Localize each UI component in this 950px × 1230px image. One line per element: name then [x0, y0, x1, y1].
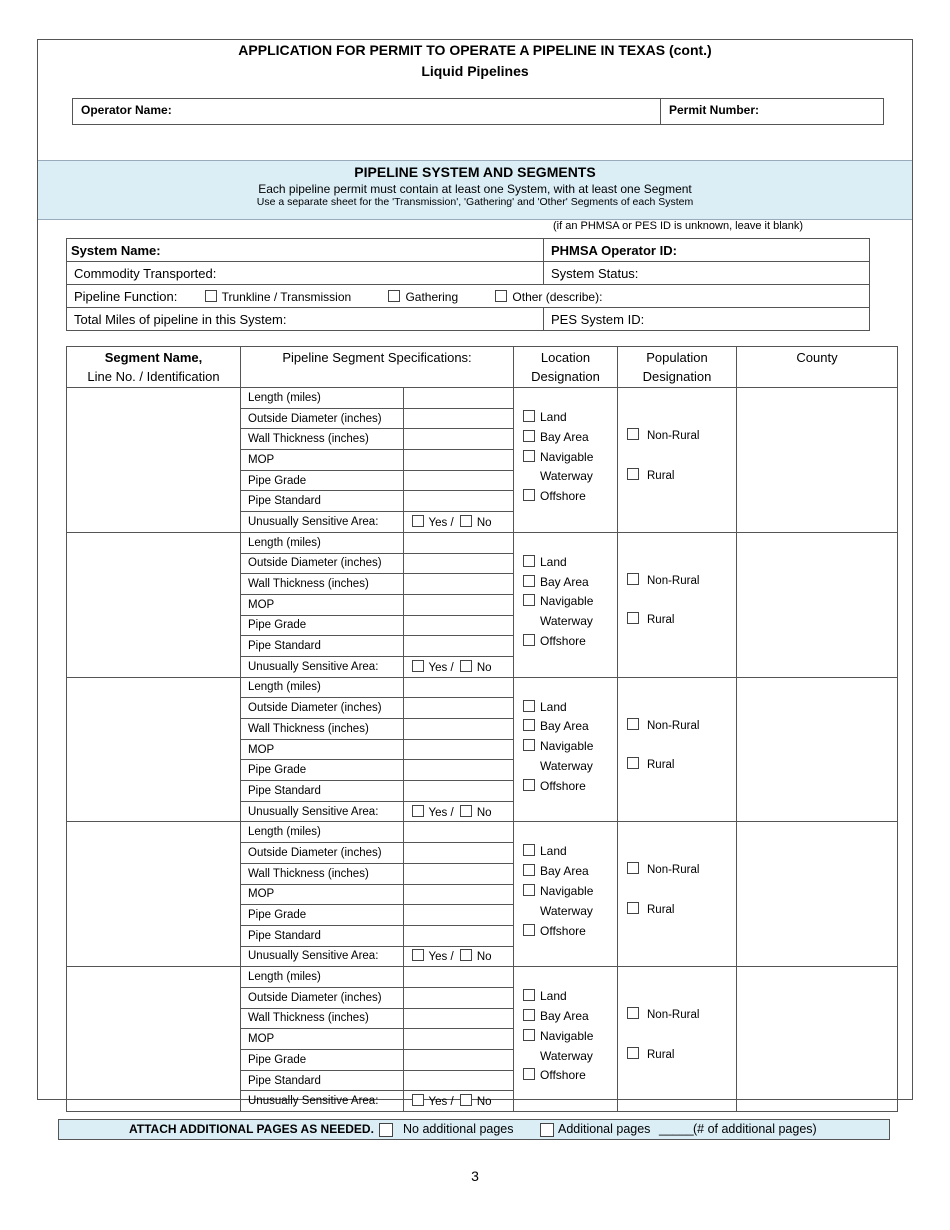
- non-rural-label: Non-Rural: [647, 430, 700, 442]
- navigable-checkbox[interactable]: [523, 594, 535, 606]
- segment-row: [67, 532, 898, 677]
- non-rural-label: Non-Rural: [647, 574, 700, 587]
- offshore-label: Offshore: [540, 923, 586, 938]
- additional-pages-label: Additional pages: [558, 1122, 651, 1136]
- population-options: [618, 967, 736, 1065]
- usa-no-checkbox[interactable]: [460, 949, 472, 961]
- section-subtext-2: Use a separate sheet for the 'Transmission', 'Gathering' and 'Other' Segments of each System: [256, 196, 694, 208]
- non-rural-checkbox[interactable]: [627, 718, 639, 730]
- segment-name-header: Segment Name, Line No. / Identification: [67, 347, 241, 388]
- land-checkbox[interactable]: [523, 410, 535, 422]
- bay-area-checkbox[interactable]: [523, 430, 535, 442]
- spec-label-grade: Pipe Grade: [241, 470, 403, 491]
- navigable-label: Navigable: [540, 1028, 594, 1043]
- pipe-standard-field[interactable]: [403, 925, 513, 946]
- usa-no-label: No: [476, 806, 492, 819]
- offshore-label: Offshore: [540, 489, 586, 504]
- usa-no-label: No: [476, 516, 492, 529]
- spec-label-wall: Wall Thickness (inches): [241, 1008, 403, 1029]
- form-subtitle: Liquid Pipelines: [421, 63, 529, 79]
- pipe-standard-field[interactable]: [403, 491, 513, 512]
- commodity-label: Commodity Transported:: [67, 262, 544, 285]
- offshore-checkbox[interactable]: [523, 634, 535, 646]
- pipe-standard-field[interactable]: [403, 636, 513, 657]
- waterway-label: Waterway: [540, 469, 593, 484]
- gathering-label: Gathering: [405, 289, 459, 304]
- location-header: Location Designation: [514, 347, 618, 388]
- land-checkbox[interactable]: [523, 989, 535, 1001]
- non-rural-checkbox[interactable]: [627, 428, 639, 440]
- county-cell[interactable]: [737, 388, 898, 533]
- trunkline-label: Trunkline / Transmission: [221, 289, 352, 304]
- land-checkbox[interactable]: [523, 844, 535, 856]
- slash: /: [450, 516, 454, 529]
- usa-yes-checkbox[interactable]: [412, 515, 424, 527]
- spec-label-usa: Unusually Sensitive Area:: [248, 805, 379, 818]
- pipe-standard-field[interactable]: [403, 781, 513, 802]
- spec-label-usa: Unusually Sensitive Area:: [248, 660, 379, 673]
- usa-yes-label: Yes: [428, 661, 448, 674]
- navigable-label: Navigable: [540, 884, 594, 899]
- usa-no-checkbox[interactable]: [460, 805, 472, 817]
- offshore-label: Offshore: [540, 1068, 586, 1083]
- usa-yes-label: Yes: [428, 806, 448, 819]
- bay-area-checkbox[interactable]: [523, 1009, 535, 1021]
- slash: /: [450, 806, 454, 819]
- spec-table: [241, 678, 513, 822]
- non-rural-checkbox[interactable]: [627, 1007, 639, 1019]
- slash: /: [450, 661, 454, 674]
- usa-no-checkbox[interactable]: [460, 1094, 472, 1106]
- bay-area-label: Bay Area: [540, 719, 589, 734]
- attach-label: ATTACH ADDITIONAL PAGES AS NEEDED.: [129, 1122, 374, 1136]
- bay-area-checkbox[interactable]: [523, 575, 535, 587]
- land-label: Land: [540, 699, 567, 714]
- mop-field[interactable]: [403, 739, 513, 760]
- length-field[interactable]: [403, 678, 513, 698]
- spec-label-grade: Pipe Grade: [241, 1050, 403, 1071]
- diameter-field[interactable]: [403, 843, 513, 864]
- county-cell[interactable]: [737, 532, 898, 677]
- wall-thickness-field[interactable]: [403, 1008, 513, 1029]
- county-cell[interactable]: [737, 677, 898, 822]
- spec-label-standard: Pipe Standard: [241, 636, 403, 657]
- spec-label-diameter: Outside Diameter (inches): [241, 553, 403, 574]
- usa-choice: [403, 1091, 513, 1111]
- page-number: 3: [471, 1168, 479, 1184]
- diameter-field[interactable]: [403, 698, 513, 719]
- length-field[interactable]: [403, 533, 513, 553]
- location-options: [514, 822, 617, 941]
- usa-yes-checkbox[interactable]: [412, 805, 424, 817]
- non-rural-label: Non-Rural: [647, 864, 700, 877]
- pipe-grade-field[interactable]: [403, 905, 513, 926]
- usa-choice: [403, 801, 513, 821]
- spec-label-diameter: Outside Diameter (inches): [241, 698, 403, 719]
- offshore-checkbox[interactable]: [523, 779, 535, 791]
- location-options: [514, 533, 617, 652]
- diameter-field[interactable]: [403, 553, 513, 574]
- spec-label-usa: Unusually Sensitive Area:: [248, 515, 379, 528]
- navigable-label: Navigable: [540, 594, 594, 609]
- mop-field[interactable]: [403, 594, 513, 615]
- spec-label-usa: Unusually Sensitive Area:: [248, 1095, 379, 1108]
- operator-box: [72, 98, 884, 125]
- usa-no-checkbox[interactable]: [460, 660, 472, 672]
- usa-no-label: No: [476, 951, 492, 964]
- spec-label-grade: Pipe Grade: [241, 615, 403, 636]
- location-options: [514, 967, 617, 1086]
- segment-name-cell[interactable]: [67, 388, 241, 533]
- segment-name-cell[interactable]: [67, 967, 241, 1112]
- spec-label-standard: Pipe Standard: [241, 491, 403, 512]
- pipe-grade-field[interactable]: [403, 760, 513, 781]
- system-status-label: System Status:: [544, 262, 870, 285]
- spec-label-mop: MOP: [241, 884, 403, 905]
- waterway-label: Waterway: [540, 903, 593, 918]
- segment-row: [67, 388, 898, 533]
- spec-table: [241, 967, 513, 1111]
- phmsa-id-label: PHMSA Operator ID:: [551, 242, 677, 258]
- pipe-grade-field[interactable]: [403, 470, 513, 491]
- navigable-checkbox[interactable]: [523, 739, 535, 751]
- spec-label-length: Length (miles): [241, 388, 403, 408]
- usa-choice: [403, 946, 513, 966]
- navigable-label: Navigable: [540, 449, 594, 464]
- population-options: [618, 533, 736, 631]
- spec-label-diameter: Outside Diameter (inches): [241, 987, 403, 1008]
- navigable-checkbox[interactable]: [523, 1029, 535, 1041]
- spec-label-standard: Pipe Standard: [241, 925, 403, 946]
- spec-label-length: Length (miles): [241, 822, 403, 842]
- land-checkbox[interactable]: [523, 700, 535, 712]
- offshore-checkbox[interactable]: [523, 1068, 535, 1080]
- land-label: Land: [540, 989, 567, 1004]
- gathering-checkbox[interactable]: [388, 290, 400, 302]
- population-options: [618, 678, 736, 776]
- segment-row: [67, 822, 898, 967]
- pes-system-id-label: PES System ID:: [544, 308, 870, 331]
- waterway-label: Waterway: [540, 614, 593, 629]
- navigable-label: Navigable: [540, 739, 594, 754]
- spec-label-length: Length (miles): [241, 678, 403, 698]
- additional-pages-count-hint: (# of additional pages): [693, 1122, 817, 1136]
- rural-label: Rural: [647, 759, 675, 772]
- land-label: Land: [540, 410, 567, 424]
- other-function-label: Other (describe):: [512, 289, 603, 304]
- length-field[interactable]: [403, 967, 513, 987]
- rural-label: Rural: [647, 904, 675, 917]
- slash: /: [450, 1096, 454, 1109]
- system-name-label: System Name:: [71, 242, 161, 258]
- non-rural-checkbox[interactable]: [627, 573, 639, 585]
- population-options: [618, 822, 736, 920]
- permit-number-label: Permit Number:: [669, 103, 760, 117]
- rural-label: Rural: [647, 1048, 675, 1061]
- segments-table: [66, 346, 898, 1112]
- usa-yes-label: Yes: [428, 1096, 448, 1109]
- additional-pages-count-blank[interactable]: _____: [659, 1122, 694, 1136]
- spec-label-mop: MOP: [241, 450, 403, 471]
- no-additional-pages-checkbox[interactable]: [379, 1123, 393, 1137]
- offshore-label: Offshore: [540, 634, 586, 648]
- county-header: County: [737, 347, 898, 388]
- rural-label: Rural: [647, 614, 675, 627]
- spec-label-wall: Wall Thickness (inches): [241, 574, 403, 595]
- bay-area-label: Bay Area: [540, 429, 589, 444]
- usa-choice: [403, 656, 513, 676]
- pipe-grade-field[interactable]: [403, 1050, 513, 1071]
- usa-yes-checkbox[interactable]: [412, 949, 424, 961]
- section-subtext-1: Each pipeline permit must contain at least one System, with at least one Segment: [258, 182, 692, 196]
- spec-label-mop: MOP: [241, 594, 403, 615]
- non-rural-checkbox[interactable]: [627, 862, 639, 874]
- operator-name-label: Operator Name:: [81, 103, 172, 117]
- segment-name-cell[interactable]: [67, 532, 241, 677]
- mop-field[interactable]: [403, 450, 513, 471]
- segment-row: [67, 967, 898, 1112]
- navigable-checkbox[interactable]: [523, 450, 535, 462]
- wall-thickness-field[interactable]: [403, 429, 513, 450]
- segment-name-cell[interactable]: [67, 822, 241, 967]
- land-label: Land: [540, 554, 567, 569]
- wall-thickness-field[interactable]: [403, 719, 513, 740]
- land-label: Land: [540, 844, 567, 859]
- spec-label-usa: Unusually Sensitive Area:: [248, 950, 379, 963]
- pipe-grade-field[interactable]: [403, 615, 513, 636]
- waterway-label: Waterway: [540, 759, 593, 774]
- bay-area-label: Bay Area: [540, 574, 589, 589]
- spec-label-mop: MOP: [241, 1029, 403, 1050]
- spec-label-grade: Pipe Grade: [241, 905, 403, 926]
- spec-label-wall: Wall Thickness (inches): [241, 863, 403, 884]
- length-field[interactable]: [403, 822, 513, 842]
- population-header: Population Designation: [618, 347, 737, 388]
- no-additional-pages-label: No additional pages: [403, 1122, 514, 1136]
- usa-no-checkbox[interactable]: [460, 515, 472, 527]
- offshore-checkbox[interactable]: [523, 924, 535, 936]
- segment-name-cell[interactable]: [67, 677, 241, 822]
- land-checkbox[interactable]: [523, 555, 535, 567]
- slash: /: [450, 951, 454, 964]
- usa-yes-checkbox[interactable]: [412, 660, 424, 672]
- bay-area-label: Bay Area: [540, 864, 589, 879]
- spec-label-wall: Wall Thickness (inches): [241, 719, 403, 740]
- usa-no-label: No: [476, 661, 492, 674]
- pipeline-function-label: Pipeline Function:: [74, 288, 178, 304]
- rural-checkbox[interactable]: [627, 902, 639, 914]
- length-field[interactable]: [403, 388, 513, 408]
- county-cell[interactable]: [737, 967, 898, 1112]
- id-note: (if an PHMSA or PES ID is unknown, leave it blank): [553, 220, 804, 232]
- offshore-checkbox[interactable]: [523, 489, 535, 501]
- divider: [660, 99, 661, 124]
- spec-table: [241, 388, 513, 532]
- wall-thickness-field[interactable]: [403, 574, 513, 595]
- bay-area-checkbox[interactable]: [523, 719, 535, 731]
- usa-choice: [403, 512, 513, 532]
- spec-label-diameter: Outside Diameter (inches): [241, 408, 403, 429]
- mop-field[interactable]: [403, 1029, 513, 1050]
- section-heading: PIPELINE SYSTEM AND SEGMENTS: [354, 164, 596, 180]
- bay-area-checkbox[interactable]: [523, 864, 535, 876]
- rural-checkbox[interactable]: [627, 1047, 639, 1059]
- other-function-checkbox[interactable]: [495, 290, 507, 302]
- additional-pages-checkbox[interactable]: [540, 1123, 554, 1137]
- wall-thickness-field[interactable]: [403, 863, 513, 884]
- non-rural-label: Non-Rural: [647, 719, 700, 732]
- spec-label-standard: Pipe Standard: [241, 1070, 403, 1091]
- segment-row: [67, 677, 898, 822]
- section-band: [38, 160, 912, 220]
- spec-label-wall: Wall Thickness (inches): [241, 429, 403, 450]
- spec-label-diameter: Outside Diameter (inches): [241, 843, 403, 864]
- rural-checkbox[interactable]: [627, 612, 639, 624]
- system-table: [66, 238, 870, 331]
- usa-yes-label: Yes: [428, 951, 448, 964]
- spec-label-grade: Pipe Grade: [241, 760, 403, 781]
- rural-checkbox[interactable]: [627, 468, 639, 480]
- rural-checkbox[interactable]: [627, 757, 639, 769]
- usa-yes-label: Yes: [428, 516, 448, 529]
- diameter-field[interactable]: [403, 408, 513, 429]
- rural-label: Rural: [647, 469, 675, 482]
- non-rural-label: Non-Rural: [647, 1009, 700, 1022]
- spec-label-standard: Pipe Standard: [241, 781, 403, 802]
- location-options: [514, 678, 617, 797]
- navigable-checkbox[interactable]: [523, 884, 535, 896]
- spec-label-length: Length (miles): [241, 533, 403, 553]
- county-cell[interactable]: [737, 822, 898, 967]
- form-title: APPLICATION FOR PERMIT TO OPERATE A PIPELINE IN TEXAS (cont.): [238, 42, 712, 58]
- offshore-label: Offshore: [540, 778, 586, 793]
- spec-table: [241, 533, 513, 677]
- location-options: [514, 388, 617, 507]
- bay-area-label: Bay Area: [540, 1009, 589, 1024]
- spec-table: [241, 822, 513, 966]
- trunkline-checkbox[interactable]: [205, 290, 217, 302]
- usa-yes-checkbox[interactable]: [412, 1094, 424, 1106]
- spec-label-length: Length (miles): [241, 967, 403, 987]
- specifications-header: Pipeline Segment Specifications:: [241, 347, 514, 388]
- attach-pages-bar: [58, 1119, 890, 1140]
- mop-field[interactable]: [403, 884, 513, 905]
- population-options: [618, 388, 736, 486]
- waterway-label: Waterway: [540, 1048, 593, 1063]
- pipeline-function-row: [67, 285, 870, 308]
- spec-label-mop: MOP: [241, 739, 403, 760]
- pipe-standard-field[interactable]: [403, 1070, 513, 1091]
- diameter-field[interactable]: [403, 987, 513, 1008]
- usa-no-label: No: [476, 1096, 492, 1109]
- total-miles-label: Total Miles of pipeline in this System:: [67, 308, 544, 331]
